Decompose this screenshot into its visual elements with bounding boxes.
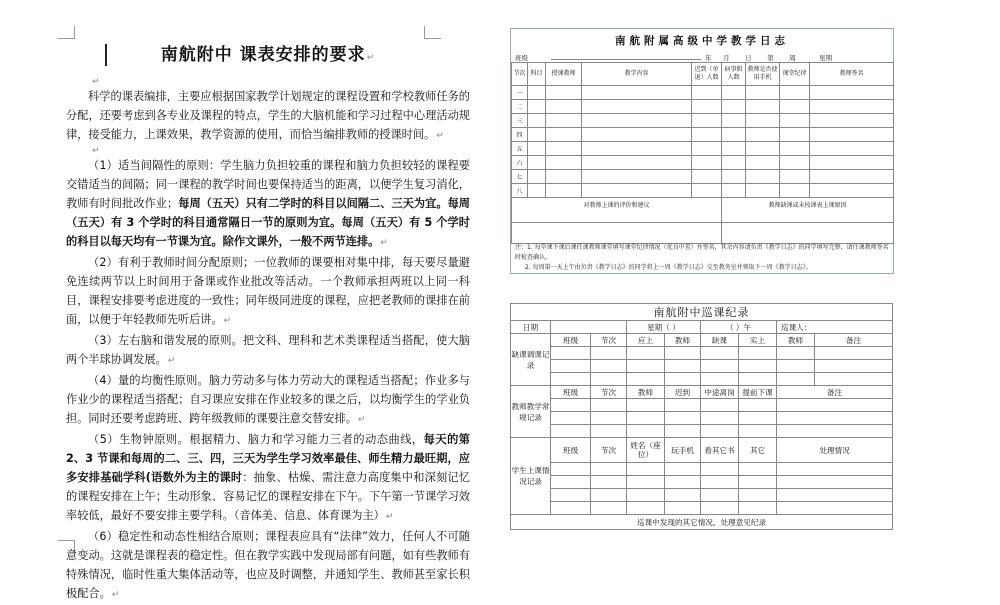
blank-row: [511, 425, 893, 438]
log-cell: [746, 184, 780, 198]
paragraph-mark: ↵: [223, 316, 232, 326]
log-evaluation-header: [512, 198, 894, 223]
blank-row: [511, 360, 893, 373]
log-cell: [746, 156, 780, 170]
log-cell: [722, 142, 746, 156]
patrol-title: 南航附中巡课纪录: [511, 304, 893, 321]
log-cell: [722, 128, 746, 142]
document-paragraph: [66, 156, 470, 253]
log-col-header: 教师签名: [810, 63, 894, 86]
log-cell: [780, 100, 810, 114]
log-cell: [582, 156, 692, 170]
log-period-row: [512, 142, 894, 156]
section3-col-header: 节次: [591, 438, 627, 463]
evaluation-cell: [512, 223, 722, 244]
blank-row: [511, 476, 893, 489]
log-cell: [528, 114, 546, 128]
log-cell: [722, 114, 746, 128]
log-cell: [810, 114, 894, 128]
patrol-date-row: [511, 321, 893, 334]
log-period-row: [512, 100, 894, 114]
section3-col-header: 看其它书: [701, 438, 739, 463]
blank-row: [511, 489, 893, 502]
text-run: （1）适当间隔性的原则：学生脑力负担较重的课程和脑力负担较轻的课程要交错适当的间隔；同一课程的教学时间也要保持适当的距离，以便学生复习消化，教师有时间批改作业；: [66, 159, 470, 210]
section1-col-header: 应上: [627, 334, 665, 347]
log-cell: [692, 100, 722, 114]
log-notes: 注：1. 每堂课下课后课任课教师课堂填写课堂纪律情况（优良中差）并签名，其余内容请负责《教学日志》的同学填写完整，请任课教师签名时检查确认。 2. 每周第一天上午由负责《教学日志》的同学将上一周《教学日志》交至教务室并领取下一周《教学日志》。: [515, 244, 889, 271]
evaluation-label: 对教师上课的评价和建议: [512, 198, 722, 223]
paragraph-mark: ↵: [436, 131, 444, 141]
log-cell: [780, 142, 810, 156]
log-header-row: [512, 63, 894, 86]
log-cell: [582, 170, 692, 184]
weekday-label: 星期（ ）: [627, 321, 701, 334]
log-cell: [582, 142, 692, 156]
log-period-row: [512, 86, 894, 100]
section3-header-row: [511, 438, 893, 463]
log-cell: [546, 128, 582, 142]
section3-col-header: 玩手机: [665, 438, 701, 463]
log-cell: [582, 100, 692, 114]
inspector-label: 巡课人：: [777, 321, 893, 334]
document-paragraph: [66, 87, 470, 146]
period-label: 三: [512, 114, 528, 128]
bold-text-run: 每周（五天）只有二学时的科目以间隔二、三天为宜。每周（五天）有 3 个学时的科目通常隔日一节的原则为宜。每周（五天）有 5 个学时的科目以每天均有一节课为宜。除作文课外，一般不两节连排。: [66, 197, 470, 248]
log-col-header: 病事假人数: [722, 63, 746, 86]
section3-col-header: 班级: [551, 438, 591, 463]
text-run: （5）生物钟原则。根据精力、脑力和学习能力三者的动态曲线，: [88, 433, 424, 446]
blank-row: [511, 373, 893, 386]
document-paragraph: [66, 253, 470, 331]
log-col-header: 授课教师: [546, 63, 582, 86]
log-cell: [582, 128, 692, 142]
log-cell: [810, 128, 894, 142]
document-paragraph: [66, 430, 470, 527]
section3-label: 学生上课情况记录: [511, 438, 551, 515]
log-cell: [528, 128, 546, 142]
log-cell: [546, 142, 582, 156]
log-title: 南航附属高级中学教学日志: [615, 35, 789, 47]
log-period-row: [512, 114, 894, 128]
log-cell: [528, 142, 546, 156]
log-cell: [692, 184, 722, 198]
log-period-row: [512, 156, 894, 170]
log-cell: [692, 86, 722, 100]
section3-col-header: 处理情况: [777, 438, 893, 463]
log-cell: [810, 100, 894, 114]
section2-col-header: 中途离岗: [701, 386, 739, 399]
document-title: 南航附中 课表安排的要求↵: [160, 45, 376, 65]
log-period-row: [512, 184, 894, 198]
section2-col-header: 班级: [551, 386, 591, 399]
log-col-header: 迟到（单退）人数: [692, 63, 722, 86]
log-cell: [746, 142, 780, 156]
document-paragraph: [66, 331, 470, 371]
log-cell: [746, 86, 780, 100]
text-run: （4）量的均衡性原则。脑力劳动多与体力劳动大的课程适当搭配；作业多与作业少的课程适当搭配；自习课应安排在作业较多的课之后，以均衡学生的学业负担。同时还要考虑跨班、跨年级教师的课要注意交替安排。: [66, 374, 470, 425]
log-col-header: 科目: [528, 63, 546, 86]
log-cell: [692, 114, 722, 128]
log-col-header: 节次: [512, 63, 528, 86]
blank-row: [511, 412, 893, 425]
log-period-row: [512, 170, 894, 184]
log-col-header: 课堂纪律: [780, 63, 810, 86]
log-cell: [780, 86, 810, 100]
patrol-record-table: [510, 303, 893, 530]
section2-label: 教师教学常规记录: [511, 386, 551, 438]
text-run: ：抽象、枯燥、需注意力高度集中和深刻记忆的课程安排在上午；生动形象、容易记忆的课程安排在下午。下午第一节课学习效率较低，最好不要安排主要学科。（音体美、信息、体育课为主）: [66, 471, 470, 522]
log-table: [511, 62, 894, 244]
log-cell: [722, 86, 746, 100]
log-period-row: [512, 128, 894, 142]
section3-col-header: 其它: [739, 438, 777, 463]
blank-row: [511, 399, 893, 412]
log-cell: [746, 128, 780, 142]
section2-col-header: 备注: [777, 386, 893, 399]
document-body: [66, 87, 470, 605]
section2-header-row: [511, 386, 893, 399]
log-evaluation-row: [512, 223, 894, 244]
log-cell: [582, 86, 692, 100]
section2-col-header: 教师: [627, 386, 665, 399]
section1-col-header: 备注: [815, 334, 893, 347]
log-cell: [746, 100, 780, 114]
document-paragraph: [66, 527, 470, 605]
log-cell: [722, 156, 746, 170]
log-cell: [582, 114, 692, 128]
section3-col-header: 姓名（座位）: [627, 438, 665, 463]
section2-col-header: 提前下课: [739, 386, 777, 399]
section2-col-header: 迟到: [665, 386, 701, 399]
log-cell: [780, 128, 810, 142]
log-cell: [722, 184, 746, 198]
paragraph-mark: ↵: [385, 512, 394, 522]
log-col-header: 教师是否使用手机: [746, 63, 780, 86]
log-cell: [528, 170, 546, 184]
text-run: 科学的课表编排，主要应根据国家教学计划规定的课程设置和学校教师任务的分配，还要考虑到各专业及课程的特点，学生的大脑机能和学习过程中心理活动规律，接受能力，上课效果，教学资源的使用，而恰当编排教师的授课时间。: [66, 90, 470, 141]
absence-reason-label: 教师缺课或未按课表上课原因: [722, 198, 894, 223]
log-cell: [692, 156, 722, 170]
section1-col-header: 实上: [739, 334, 777, 347]
section1-col-header: 教师: [777, 334, 815, 347]
document-paragraph: [66, 371, 470, 430]
text-run: （2）有利于教师时间分配原则；一位教师的课要相对集中排，每天要尽量避免连续两节以上时间用于备课或作业批改等活动。一个教师承担两班以上同一科目，课程安排要考虑进度的一致性；同年级同进度的课程，应把老教师的课排在前面，以便于年轻教师先听后讲。: [66, 256, 470, 326]
patrol-footer: 巡课中发现的其它情况、处理意见纪录: [511, 515, 893, 530]
text-run: （3）左右脑和谐发展的原则。把文科、理科和艺术类课程适当搭配，使大脑两个半球协调发展。: [66, 334, 470, 366]
log-cell: [528, 156, 546, 170]
period-label: 一: [512, 86, 528, 100]
section1-col-header: 节次: [591, 334, 627, 347]
log-cell: [692, 170, 722, 184]
paragraph-mark: ↵: [111, 590, 120, 600]
log-cell: [546, 156, 582, 170]
log-cell: [692, 142, 722, 156]
paragraph-mark: ↵: [167, 356, 176, 366]
period-label: 五: [512, 142, 528, 156]
document-page: [66, 40, 470, 605]
log-cell: [692, 128, 722, 142]
paragraph-mark: ↵: [357, 415, 366, 425]
log-cell: [746, 114, 780, 128]
log-cell: [780, 156, 810, 170]
paragraph-mark: ↵: [92, 146, 100, 156]
log-cell: [810, 184, 894, 198]
log-col-header: 教学内容: [582, 63, 692, 86]
log-cell: [780, 184, 810, 198]
date-label: 日期: [511, 321, 551, 334]
section1-col-header: 缺课: [701, 334, 739, 347]
log-cell: [528, 184, 546, 198]
log-cell: [810, 170, 894, 184]
absence-reason-cell: [722, 223, 894, 244]
log-subheader: 班级 年 月 日 第 周 星期: [515, 54, 833, 62]
log-cell: [546, 100, 582, 114]
blank-row: [511, 463, 893, 476]
section1-label: 缺课调课记录: [511, 334, 551, 386]
log-cell: [546, 170, 582, 184]
period-label: （ ）午: [701, 321, 777, 334]
paragraph-mark: ↵: [380, 238, 388, 248]
bold-text-run: 每天的第 2、3 节课和每周的二、三、四，三天为学生学习效率最佳、师生精力最旺期，应多安排基础学科(语数外为主的课时: [66, 433, 470, 484]
section1-col-header: 教师: [665, 334, 701, 347]
text-run: （6）稳定性和动态性相结合原则；课程表应具有“法律”效力，任何人不可随意变动。这就是课程表的稳定性。但在教学实践中发现局部有问题，如有些教师有特殊情况，临时性重大集体活动等，也应及时调整，并通知学生、教师甚至家长积极配合。: [66, 530, 470, 600]
period-label: 八: [512, 184, 528, 198]
log-cell: [810, 86, 894, 100]
log-cell: [528, 100, 546, 114]
section1-col-header: 班级: [551, 334, 591, 347]
teaching-log: [510, 28, 894, 274]
log-cell: [546, 86, 582, 100]
log-cell: [810, 156, 894, 170]
period-label: 二: [512, 100, 528, 114]
section1-header-row: [511, 334, 893, 347]
log-cell: [722, 170, 746, 184]
log-cell: [746, 170, 780, 184]
blank-row: [511, 347, 893, 360]
log-cell: [528, 86, 546, 100]
log-cell: [780, 114, 810, 128]
log-cell: [722, 100, 746, 114]
period-label: 四: [512, 128, 528, 142]
log-cell: [810, 142, 894, 156]
log-cell: [546, 184, 582, 198]
blank-row: [511, 502, 893, 515]
log-cell: [582, 184, 692, 198]
crop-mark: [58, 26, 75, 39]
log-cell: [780, 170, 810, 184]
section2-col-header: 节次: [591, 386, 627, 399]
date-cell: [551, 321, 627, 334]
period-label: 七: [512, 170, 528, 184]
crop-mark: [424, 26, 441, 39]
paragraph-mark: ↵: [92, 77, 100, 87]
period-label: 六: [512, 156, 528, 170]
log-cell: [546, 114, 582, 128]
